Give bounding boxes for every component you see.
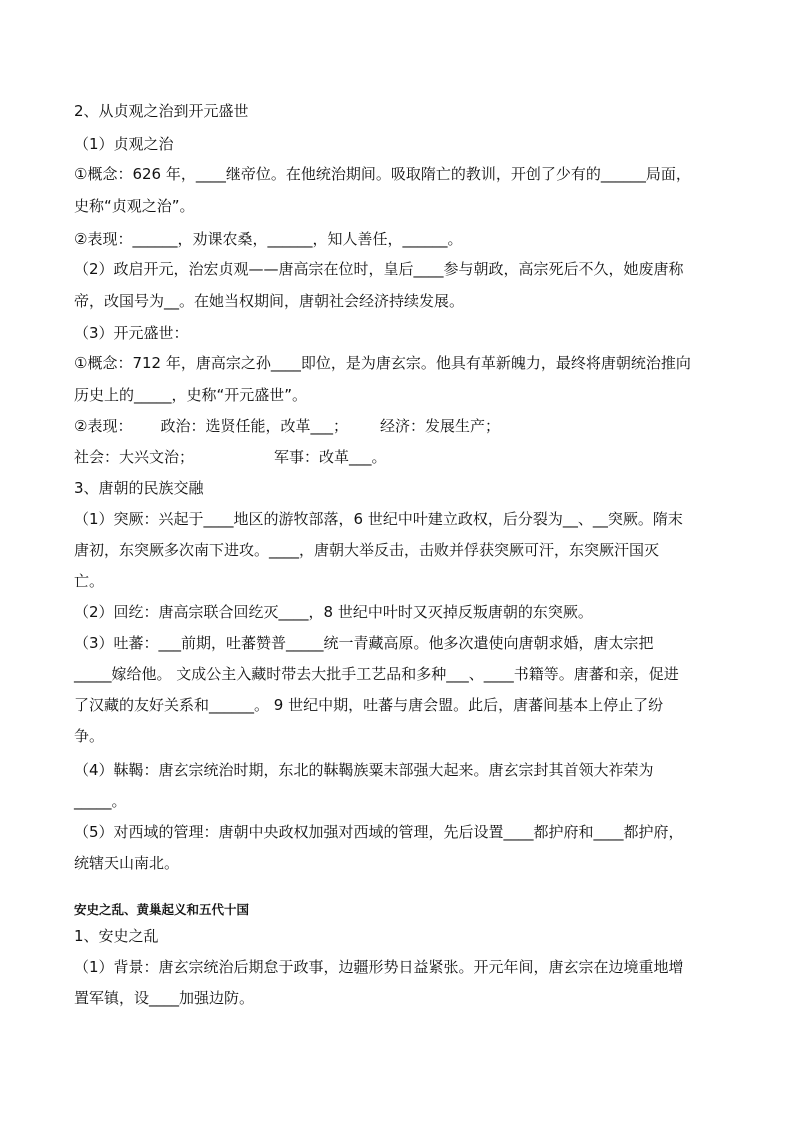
section-heading: 2、从贞观之治到开元盛世	[74, 102, 249, 120]
text-line: 帝，改国号为__。在她当权期间，唐朝社会经济持续发展。	[74, 292, 465, 310]
politics-item: 政治：选贤任能，改革___；	[160, 417, 348, 435]
text-line: _____嫁给他。 文成公主入藏时带去大批手工艺品和多种___、____书籍等。唐蕃和亲，促进	[74, 665, 679, 683]
text-line: （1）背景：唐玄宗统治后期怠于政事，边疆形势日益紧张。开元年间，唐玄宗在边境重地增	[74, 958, 684, 976]
text-line: （5）对西域的管理：唐朝中央政权加强对西域的管理，先后设置____都护府和____都护府，	[74, 823, 684, 841]
text-line: 了汉藏的友好关系和______。 9 世纪中期，吐蕃与唐会盟。此后，唐蕃间基本上停止了纷	[74, 696, 664, 714]
text-line: （2）政启开元，治宏贞观——唐高宗在位时，皇后____参与朝政，高宗死后不久，她废唐称	[74, 260, 684, 278]
performance-line	[74, 416, 724, 436]
society-item: 社会：大兴文治；	[74, 448, 195, 466]
section-heading: 3、唐朝的民族交融	[74, 479, 204, 497]
text-line: 置军镇，设____加强边防。	[74, 989, 255, 1007]
subsection-heading: （3）开元盛世：	[74, 324, 189, 342]
text-line: （2）回纥：唐高宗联合回纥灭____，8 世纪中叶时又灭掉反叛唐朝的东突厥。	[74, 603, 593, 621]
text-line: ②表现：______，劝课农桑，______，知人善任，______。	[74, 230, 463, 248]
text-line: 唐初，东突厥多次南下进攻。____，唐朝大举反击，击败并俘获突厥可汗，东突厥汗国灭	[74, 541, 660, 559]
text-line: 亡。	[74, 572, 105, 590]
text-line: 争。	[74, 727, 105, 745]
text-line: （3）吐蕃：___前期，吐蕃赞普_____统一青藏高原。他多次遣使向唐朝求婚，唐太宗把	[74, 634, 654, 652]
text-line: ①概念：712 年，唐高宗之孙____即位，是为唐玄宗。他具有革新魄力，最终将唐朝统治推向	[74, 354, 691, 372]
text-line: 史称“贞观之治”。	[74, 197, 195, 215]
text-line: 历史上的_____，史称“开元盛世”。	[74, 386, 308, 404]
military-item: 军事：改革___。	[274, 448, 387, 466]
text-line: （4）靺鞨：唐玄宗统治时期，东北的靺鞨族粟末部强大起来。唐玄宗封其首领大祚荣为	[74, 761, 654, 779]
economy-item: 经济：发展生产；	[379, 417, 500, 435]
performance-label: ②表现：	[74, 417, 133, 435]
text-line: ①概念：626 年，____继帝位。在他统治期间。吸取隋亡的教训，开创了少有的______局面，	[74, 165, 691, 183]
text-line: _____。	[74, 792, 127, 810]
performance-line	[74, 447, 724, 467]
section-heading: 1、安史之乱	[74, 927, 159, 945]
subsection-heading: （1）贞观之治	[74, 135, 174, 153]
text-line: （1）突厥：兴起于____地区的游牧部落，6 世纪中叶建立政权，后分裂为__、__突厥。隋末	[74, 510, 683, 528]
text-line: 统辖天山南北。	[74, 854, 180, 872]
chapter-heading: 安史之乱、黄巢起义和五代十国	[74, 902, 250, 917]
